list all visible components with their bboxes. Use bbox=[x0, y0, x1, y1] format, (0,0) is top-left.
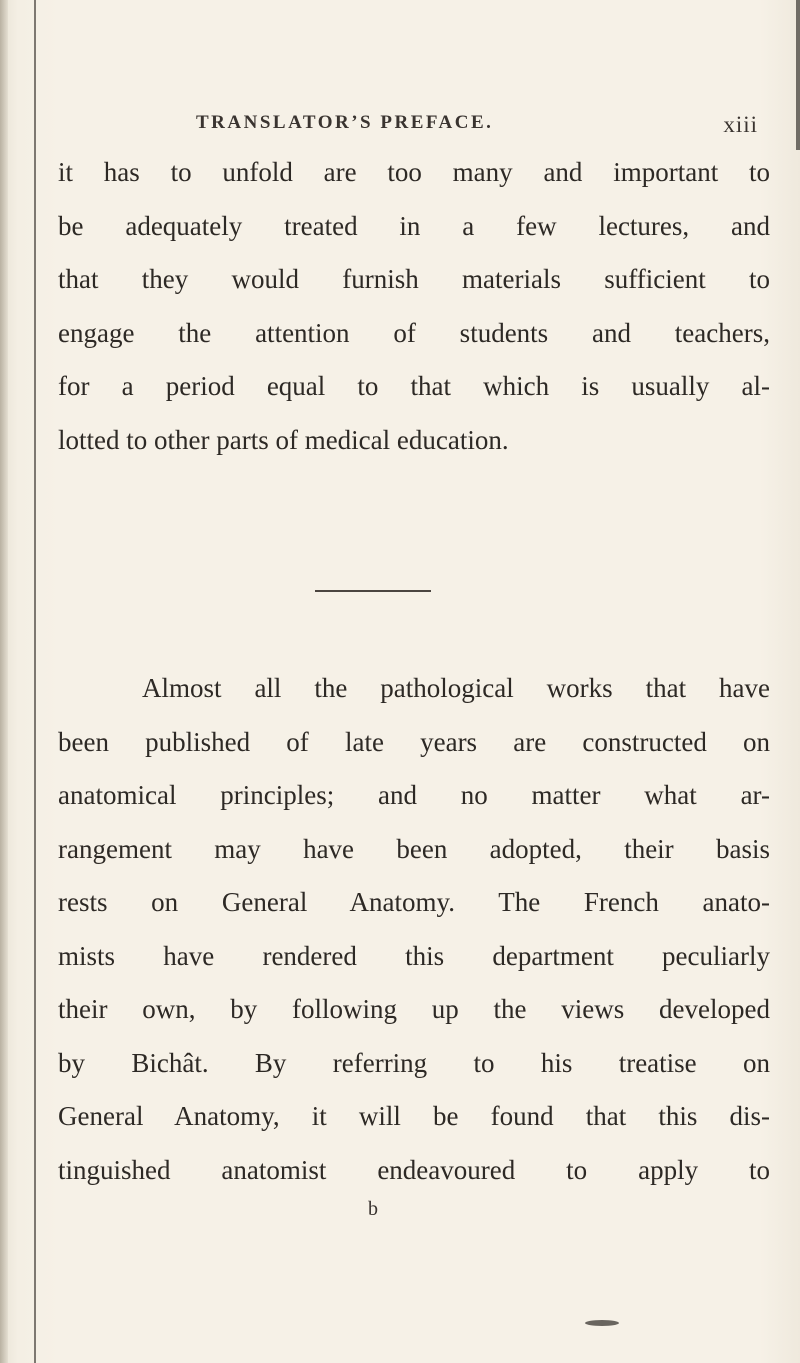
running-head-title: TRANSLATOR’S PREFACE. bbox=[196, 112, 494, 133]
page-gutter-line bbox=[34, 0, 36, 1363]
text-line: their own, by following up the views developed bbox=[58, 994, 770, 1024]
page-binding-edge bbox=[0, 0, 8, 1363]
signature-mark: b bbox=[368, 1198, 378, 1220]
text-line: tinguished anatomist endeavoured to apply to bbox=[58, 1154, 770, 1185]
text-line: rests on General Anatomy. The French anato- bbox=[58, 887, 770, 917]
text-line: it has to unfold are too many and important to bbox=[58, 157, 770, 187]
paragraph-1 bbox=[58, 146, 770, 467]
text-line: rangement may have been adopted, their basis bbox=[58, 833, 770, 864]
text-line: anatomical principles; and no matter what ar- bbox=[58, 780, 770, 810]
text-line: mists have rendered this department peculiarly bbox=[58, 940, 770, 971]
text-line: engage the attention of students and teachers, bbox=[58, 317, 770, 348]
text-line: General Anatomy, it will be found that this dis- bbox=[58, 1101, 770, 1131]
running-head bbox=[58, 112, 758, 142]
page-number: xiii bbox=[723, 112, 758, 137]
text-line: be adequately treated in a few lectures, and bbox=[58, 210, 770, 241]
page-right-edge bbox=[796, 0, 800, 150]
section-divider-rule bbox=[315, 590, 431, 592]
text-line: for a period equal to that which is usually al- bbox=[58, 371, 770, 401]
text-line: Almost all the pathological works that have bbox=[142, 673, 770, 703]
paragraph-2 bbox=[58, 662, 770, 1197]
text-line: by Bichât. By referring to his treatise on bbox=[58, 1047, 770, 1078]
text-line: lotted to other parts of medical education. bbox=[58, 424, 509, 455]
text-line: been published of late years are constructed on bbox=[58, 726, 770, 757]
ink-smudge bbox=[585, 1320, 619, 1326]
text-line: that they would furnish materials sufficient to bbox=[58, 264, 770, 294]
